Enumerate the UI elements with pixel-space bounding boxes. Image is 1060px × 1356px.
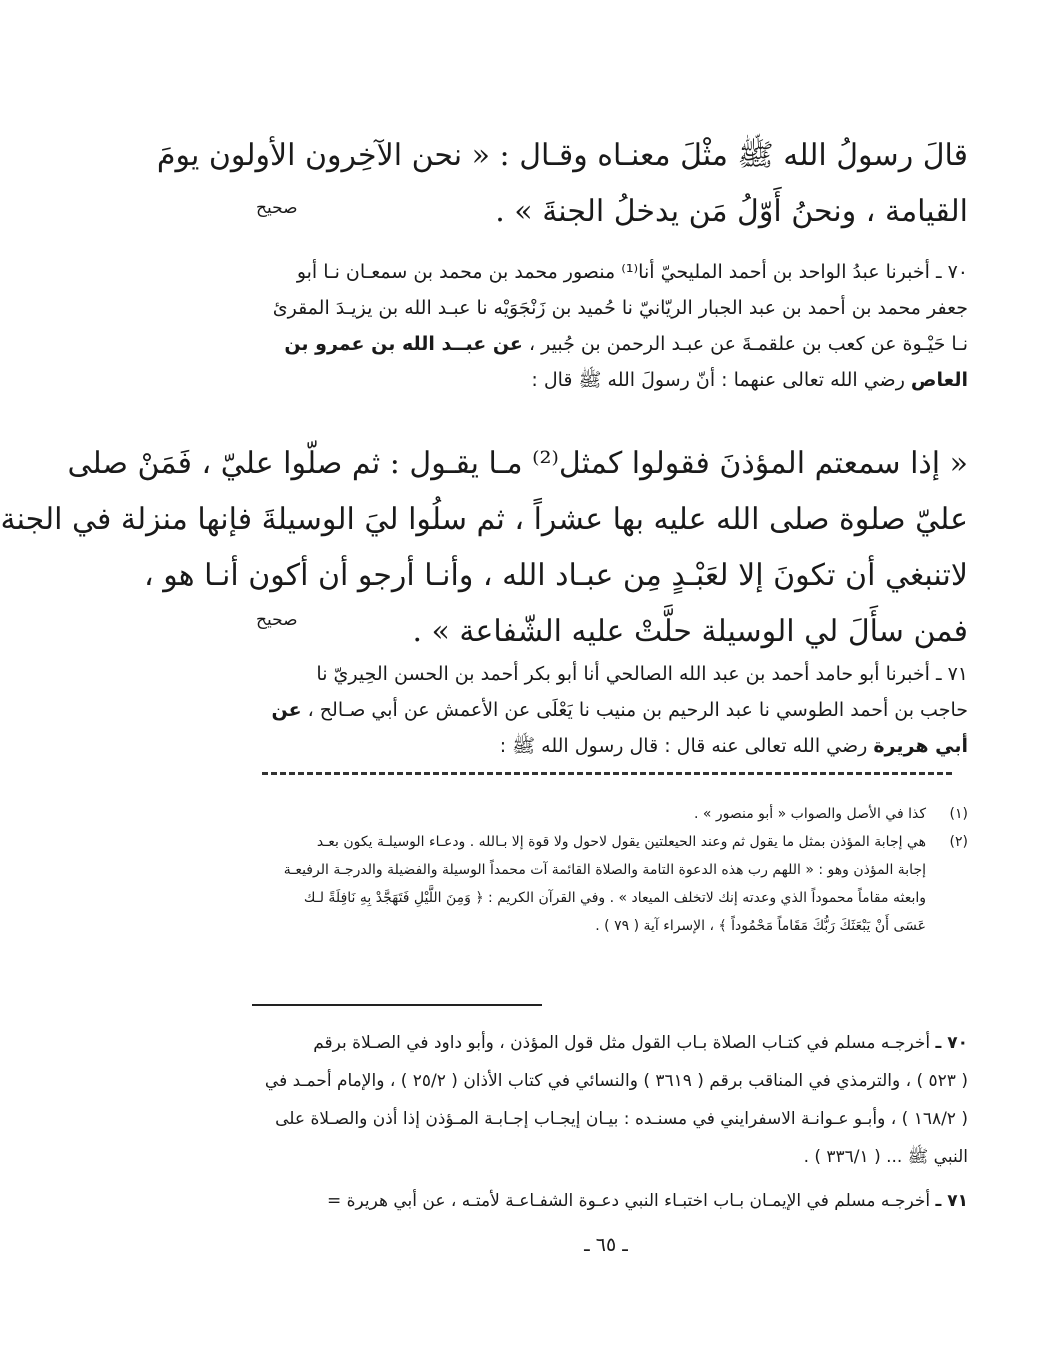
text-line: ٧٠ ـ أخبرنا عبدُ الواحد بن أحمد المليحيّ أنا⁽¹⁾ منصور محمد بن محمد بن سمعـان نـا أبو — [296, 261, 968, 283]
footnotes — [252, 800, 968, 940]
footnote-number: (١) — [949, 806, 968, 822]
companion-name: العاص — [910, 369, 968, 391]
footnote-line: كذا في الأصل والصواب « أبو منصور » . — [693, 806, 926, 822]
text-line — [234, 1182, 968, 1220]
hadith-70-matn — [0, 436, 968, 660]
text-line: القيامة ، ونحنُ أَوّلُ مَن يدخلُ الجنةَ » . — [495, 194, 968, 229]
takhrij-71 — [234, 1182, 968, 1220]
companion-name: أبي هريرة — [873, 735, 968, 757]
text-line — [252, 728, 968, 764]
text-line: لاتنبغي أن تكونَ إلا لعَبْـدٍ مِن عبـاد الله ، وأنـا أرجو أن أكون أنـا هو ، — [144, 558, 968, 593]
narrator-chain: حاجب بن أحمد الطوسي نا عبد الرحيم بن منيب نا يَعْلَى عن الأعمش عن أبي صـالح ، — [307, 699, 968, 721]
footnote-number: (٢) — [949, 834, 968, 850]
narration-link: عن — [271, 699, 302, 721]
grade-label: صحيح — [256, 610, 298, 630]
narrator-chain: نـا حَيْـوة عن كعب بن علقمـةَ عن عبـد الرحمن بن جُبير ، — [528, 333, 968, 355]
footnote-line: عَسَى أَنْ يَبْعَثَكَ رَبُّكَ مَقَاماً مَحْمُوداً ﴾ ، الإسراء آية ( ٧٩ ) . — [595, 918, 926, 934]
text-line: النبي ﷺ ... ( ٣٣٦/١ ) . — [803, 1147, 968, 1167]
hadith-69-end — [156, 128, 968, 240]
hadith-71-isnad — [252, 656, 968, 764]
page-number: ـ ٦٥ ـ — [584, 1234, 628, 1256]
footnote-line: إجابة المؤذن وهو : « اللهم رب هذه الدعوة التامة والصلاة القائمة آت محمداً الوسيلة والفضيلة والدرجـة الرفيعـة — [283, 862, 926, 878]
text-line: ( ١٦٨/٢ ) ، وأبـو عـوانـة الاسفرايني في مسنـده : بيـان إيجـاب إجـابـة المـؤذن إذا أذن والصـلاة على — [275, 1109, 968, 1129]
text-line: ٧١ ـ أخبرنا أبو حامد أحمد بن عبد الله الصالحي أنا أبو بكر أحمد بن الحسن الحِيريّ نا — [316, 663, 968, 685]
takhrij-text: أخرجـه مسلم في كتـاب الصلاة بـاب القول مثل قول المؤذن ، وأبو داود في الصـلاة برقم — [313, 1033, 931, 1053]
text-line: « إذا سمعتم المؤذنَ فقولوا كمثل⁽²⁾ مـا يقـول : ثم صلّوا عليّ ، فَمَنْ صلى — [67, 446, 968, 481]
takhrij-separator — [252, 1004, 542, 1006]
text-line: ( ٥٢٣ ) ، والترمذي في المناقب برقم ( ٣٦١٩ ) والنسائي في كتاب الأذان ( ٢٥/٢ ) ، والإمام أحمـد في — [264, 1071, 968, 1091]
takhrij-70 — [252, 1024, 968, 1176]
footnote-2 — [252, 828, 968, 940]
text-line — [252, 326, 968, 362]
text-line: فمن سأَلَ لي الوسيلة حلَّتْ عليه الشّفاعة » . — [412, 614, 968, 649]
takhrij-text: أخرجـه مسلم في الإيمـان بـاب اختبـاء النبي دعـوة الشفـاعـة لأمتـه ، عن أبي هريرة = — [326, 1191, 931, 1211]
text-line: قالَ رسولُ الله ﷺ مثْلَ معنـاه وقـال : « نحن الآخِرون الأولون يومَ — [156, 138, 968, 173]
footnote-line: وابعثه مقاماً محموداً الذي وعدته إنك لاتخلف الميعاد » . وفي القرآن الكريم : ﴿ وَمِنَ اللَّيْلِ فَتَهَجَّدْ بِهِ نَافِلَةً لـك — [303, 890, 926, 906]
footnote-line: هي إجابة المؤذن بمثل ما يقول ثم وعند الحيعلتين يقول لاحول ولا قوة إلا بـالله . ودعـاء الوسيلـة يكون بعـد — [316, 834, 926, 850]
text-line — [252, 362, 968, 398]
takhrij-number: ٧١ ـ — [935, 1191, 968, 1211]
hadith-70-isnad — [252, 254, 968, 398]
text-line — [252, 692, 968, 728]
footnote-1 — [252, 800, 968, 828]
text-line: عليّ صلوة صلى الله عليه بها عشراً ، ثم سلُوا ليَ الوسيلةَ فإنها منزلة في الجنة — [0, 502, 968, 537]
footnote-separator — [262, 772, 952, 775]
companion-name: عن عبــد الله بن عمرو بن — [284, 333, 523, 355]
narration-intro: رضي الله تعالى عنه قال : قال رسول الله ﷺ : — [499, 735, 868, 757]
narration-intro: رضي الله تعالى عنهما : أنّ رسولَ الله ﷺ قال : — [531, 369, 905, 391]
takhrij-number: ٧٠ ـ — [935, 1033, 968, 1053]
text-line: جعفر محمد بن أحمد بن عبد الجبار الريّانيّ نا حُميد بن زَنْجَوَيْه نا عبـد الله بن يزيـدَ المقرئ — [272, 297, 968, 319]
grade-label: صحيح — [256, 198, 298, 218]
text-line — [252, 1024, 968, 1062]
